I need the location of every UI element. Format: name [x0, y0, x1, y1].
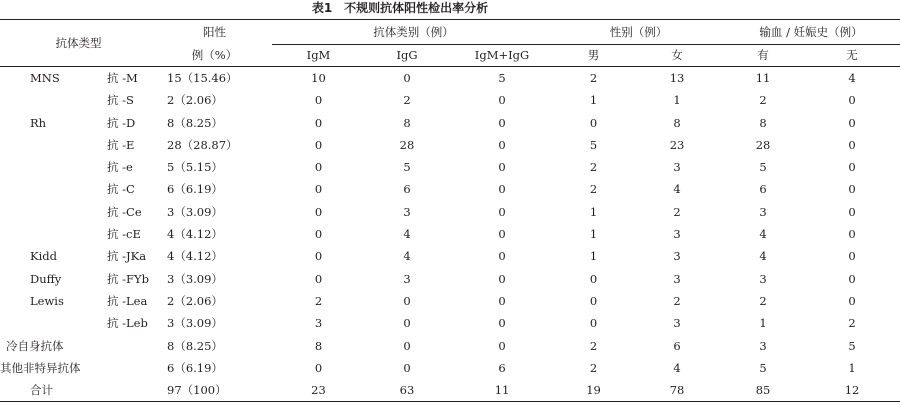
history-yes-cell: 8 — [759, 115, 767, 130]
history-yes-cell: 3 — [759, 338, 767, 353]
igm-cell: 0 — [314, 93, 323, 108]
male-cell: 1 — [589, 227, 598, 242]
table-row — [0, 134, 900, 156]
igm-cell: 0 — [314, 137, 323, 152]
header-sex-group: 性别（例） — [555, 20, 722, 45]
igm-cell: 0 — [314, 182, 323, 197]
history-yes-cell: 4 — [759, 249, 767, 264]
female-cell: 4 — [673, 360, 681, 375]
system-cell: MNS — [30, 71, 60, 85]
female-cell: 3 — [673, 160, 681, 175]
header-positive-line1: 阳性 — [203, 25, 226, 40]
positive-cell: 2（2.06） — [167, 293, 223, 308]
total-igm: 23 — [272, 379, 365, 402]
igg-cell: 0 — [403, 316, 411, 331]
header-history-yes: 有 — [722, 45, 804, 67]
igg-cell: 8 — [403, 115, 411, 130]
both-cell: 6 — [498, 360, 506, 375]
both-cell: 0 — [498, 115, 506, 130]
female-cell: 4 — [673, 182, 681, 197]
positive-cell: 3（3.09） — [167, 271, 223, 286]
female-cell: 3 — [673, 271, 681, 286]
female-cell: 8 — [673, 115, 681, 130]
header-class-igg: IgG — [365, 45, 449, 67]
igm-cell: 0 — [314, 204, 323, 219]
antigen-cell: 抗 -C — [107, 182, 135, 197]
positive-cell: 4（4.12） — [167, 249, 223, 264]
both-cell: 0 — [498, 338, 506, 353]
total-igg: 63 — [365, 379, 449, 402]
history-no-cell: 0 — [848, 227, 856, 242]
history-no-cell: 0 — [848, 93, 856, 108]
antigen-cell: 抗 -Leb — [107, 316, 148, 331]
igg-cell: 3 — [403, 271, 411, 286]
history-no-cell: 0 — [848, 182, 856, 197]
table-row — [0, 112, 900, 134]
header-class-both: IgM+IgG — [449, 45, 555, 67]
female-cell: 3 — [673, 249, 681, 264]
igm-cell: 0 — [314, 271, 323, 286]
antigen-cell: 抗 -Ce — [107, 204, 142, 219]
positive-cell: 5（5.15） — [167, 160, 223, 175]
igm-cell: 10 — [311, 71, 326, 85]
antigen-cell: 抗 -E — [107, 137, 135, 152]
system-cell: 其他非特异抗体 — [0, 360, 81, 375]
table-row — [0, 268, 900, 290]
table-row — [0, 223, 900, 245]
table-row — [0, 156, 900, 178]
female-cell: 3 — [673, 316, 681, 331]
table-row — [0, 178, 900, 200]
positive-cell: 8（8.25） — [167, 338, 223, 353]
table-row — [0, 201, 900, 223]
igm-cell: 0 — [314, 249, 323, 264]
both-cell: 0 — [498, 249, 506, 264]
system-cell — [0, 156, 95, 178]
male-cell: 0 — [589, 271, 598, 286]
header-antibody-type: 抗体类型 — [0, 20, 157, 67]
female-cell: 2 — [673, 204, 681, 219]
antigen-cell: 抗 -M — [107, 71, 138, 85]
history-yes-cell: 3 — [759, 271, 767, 286]
total-male: 19 — [555, 379, 632, 402]
total-female: 78 — [632, 379, 722, 402]
positive-cell: 2（2.06） — [167, 93, 223, 108]
history-no-cell: 0 — [848, 293, 856, 308]
table-row — [0, 335, 900, 357]
igm-cell: 3 — [314, 316, 323, 331]
both-cell: 0 — [498, 160, 506, 175]
igg-cell: 3 — [403, 204, 411, 219]
both-cell: 0 — [498, 93, 506, 108]
antigen-cell: 抗 -e — [107, 160, 133, 175]
male-cell: 2 — [589, 360, 598, 375]
total-history-no: 12 — [804, 379, 900, 402]
history-no-cell: 0 — [848, 115, 856, 130]
female-cell: 2 — [673, 293, 681, 308]
igg-cell: 4 — [403, 249, 411, 264]
male-cell: 1 — [589, 93, 598, 108]
history-no-cell: 0 — [848, 204, 856, 219]
history-no-cell: 0 — [848, 160, 856, 175]
header-history-group: 输血 / 妊娠史（例） — [722, 20, 900, 45]
antigen-cell: 抗 -FYb — [107, 271, 149, 286]
table-row — [0, 67, 900, 90]
history-yes-cell: 2 — [759, 293, 767, 308]
male-cell: 0 — [589, 316, 598, 331]
igg-cell: 6 — [403, 182, 411, 197]
history-yes-cell: 1 — [759, 316, 767, 331]
male-cell: 0 — [589, 293, 598, 308]
igm-cell: 2 — [314, 293, 323, 308]
igg-cell: 0 — [403, 293, 411, 308]
positive-cell: 15（15.46） — [167, 71, 238, 85]
total-row — [0, 379, 900, 402]
system-cell — [0, 89, 95, 111]
positive-cell: 28（28.87） — [167, 137, 238, 152]
igg-cell: 0 — [403, 360, 411, 375]
positive-cell: 3（3.09） — [167, 316, 223, 331]
history-yes-cell: 2 — [759, 93, 767, 108]
male-cell: 2 — [589, 160, 598, 175]
female-cell: 13 — [669, 71, 685, 85]
male-cell: 2 — [589, 338, 598, 353]
table-row — [0, 245, 900, 267]
both-cell: 5 — [498, 71, 506, 85]
table-row — [0, 357, 900, 379]
igm-cell: 0 — [314, 115, 323, 130]
history-no-cell: 0 — [848, 271, 856, 286]
history-no-cell: 1 — [848, 360, 856, 375]
table-row — [0, 290, 900, 312]
positive-cell: 6（6.19） — [167, 182, 223, 197]
system-cell: Duffy — [30, 271, 62, 286]
history-yes-cell: 4 — [759, 227, 767, 242]
male-cell: 1 — [589, 204, 598, 219]
igm-cell: 8 — [314, 338, 323, 353]
male-cell: 0 — [589, 115, 598, 130]
system-cell — [0, 201, 95, 223]
history-yes-cell: 28 — [755, 137, 771, 152]
igg-cell: 2 — [403, 93, 411, 108]
history-no-cell: 4 — [848, 71, 856, 85]
system-cell — [0, 134, 95, 156]
header-class-group: 抗体类别（例） — [272, 20, 555, 45]
history-yes-cell: 3 — [759, 204, 767, 219]
female-cell: 23 — [669, 137, 685, 152]
system-cell — [0, 223, 95, 245]
female-cell: 3 — [673, 227, 681, 242]
system-cell: Kidd — [30, 249, 57, 264]
total-label: 合计 — [0, 379, 157, 402]
igm-cell: 0 — [314, 160, 323, 175]
header-class-igm: IgM — [272, 45, 365, 67]
both-cell: 0 — [498, 316, 506, 331]
table-row — [0, 312, 900, 334]
antigen-cell: 抗 -Lea — [107, 293, 148, 308]
positive-cell: 3（3.09） — [167, 204, 223, 219]
female-cell: 6 — [673, 338, 681, 353]
header-positive-line2: 例（%） — [157, 45, 272, 67]
positive-cell: 6（6.19） — [167, 360, 223, 375]
antigen-cell: 抗 -cE — [107, 227, 141, 242]
system-cell: Rh — [30, 115, 47, 130]
history-yes-cell: 5 — [759, 360, 767, 375]
antibody-table — [0, 19, 900, 402]
history-no-cell: 0 — [848, 249, 856, 264]
both-cell: 0 — [498, 293, 506, 308]
history-no-cell: 0 — [848, 137, 856, 152]
male-cell: 5 — [589, 137, 598, 152]
history-no-cell: 5 — [848, 338, 856, 353]
header-sex-male: 男 — [555, 45, 632, 67]
header-sex-female: 女 — [632, 45, 722, 67]
both-cell: 0 — [498, 137, 506, 152]
total-both: 11 — [449, 379, 555, 402]
both-cell: 0 — [498, 204, 506, 219]
igg-cell: 28 — [399, 137, 415, 152]
igg-cell: 4 — [403, 227, 411, 242]
igg-cell: 5 — [403, 160, 411, 175]
igg-cell: 0 — [403, 71, 411, 85]
header-history-no: 无 — [804, 45, 900, 67]
total-positive: 97（100） — [157, 379, 272, 402]
both-cell: 0 — [498, 227, 506, 242]
table-row — [0, 89, 900, 111]
history-yes-cell: 11 — [755, 71, 771, 85]
history-yes-cell: 5 — [759, 160, 767, 175]
female-cell: 1 — [673, 93, 681, 108]
igm-cell: 0 — [314, 360, 323, 375]
both-cell: 0 — [498, 271, 506, 286]
positive-cell: 4（4.12） — [167, 227, 223, 242]
antigen-cell: 抗 -D — [107, 115, 136, 130]
male-cell: 1 — [589, 249, 598, 264]
system-cell: 冷自身抗体 — [6, 338, 64, 353]
system-cell — [0, 178, 95, 200]
igg-cell: 0 — [403, 338, 411, 353]
system-cell — [0, 312, 95, 334]
antigen-cell: 抗 -JKa — [107, 249, 147, 264]
male-cell: 2 — [589, 71, 598, 85]
system-cell: Lewis — [30, 293, 64, 308]
both-cell: 0 — [498, 182, 506, 197]
table-title: 表1 不规则抗体阳性检出率分析 — [311, 1, 489, 15]
positive-cell: 8（8.25） — [167, 115, 223, 130]
antigen-cell: 抗 -S — [107, 93, 134, 108]
history-no-cell: 2 — [848, 316, 856, 331]
history-yes-cell: 6 — [759, 182, 767, 197]
total-history-yes: 85 — [722, 379, 804, 402]
igm-cell: 0 — [314, 227, 323, 242]
male-cell: 2 — [589, 182, 598, 197]
